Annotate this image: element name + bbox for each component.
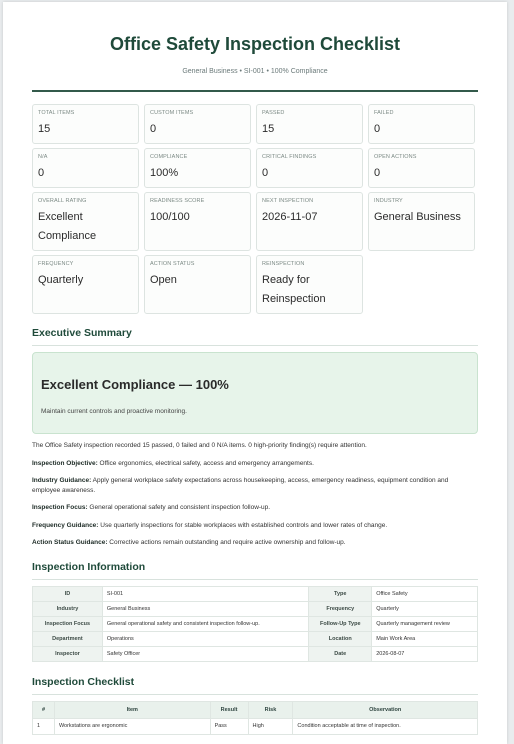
metric-value: Open [150, 274, 177, 286]
summary-focus [32, 503, 478, 513]
metrics-row-4 [32, 255, 478, 314]
compliance-callout [32, 352, 478, 434]
metric-label: N/A [38, 154, 48, 160]
metric-industry [368, 192, 475, 251]
table-row [33, 631, 478, 646]
info-value: General operational safety and consistent inspection follow-up. [102, 616, 308, 631]
info-key: Date [309, 646, 372, 661]
column-header: Risk [248, 701, 293, 718]
metric-compliance [144, 148, 251, 188]
info-key: Follow-Up Type [309, 616, 372, 631]
metric-label: PASSED [262, 110, 285, 116]
metric-overall-rating [32, 192, 139, 251]
info-value: Main Work Area [372, 631, 478, 646]
metrics-row-1 [32, 104, 478, 148]
title-divider [32, 90, 478, 92]
page-title: Office Safety Inspection Checklist [109, 34, 401, 54]
metric-label: COMPLIANCE [150, 154, 188, 160]
column-header: Item [54, 701, 210, 718]
info-key: Inspection Focus [33, 616, 103, 631]
metric-readiness-score [144, 192, 251, 251]
metrics-row-3 [32, 192, 478, 255]
info-value: Operations [102, 631, 308, 646]
metric-label: CRITICAL FINDINGS [262, 154, 317, 160]
table-row [33, 616, 478, 631]
info-value: 2026-08-07 [372, 646, 478, 661]
metric-value: 0 [38, 167, 45, 179]
metric-total-items [32, 104, 139, 144]
metric-label: NEXT INSPECTION [262, 198, 314, 204]
paragraph-text: Apply general workplace safety expectations across housekeeping, access, emergency readiness, equipment condition and employee awareness. [32, 477, 449, 494]
paragraph-text: Office ergonomics, electrical safety, access and emergency arrangements. [97, 459, 314, 467]
table-header-row [33, 701, 478, 718]
info-value: Safety Officer [102, 646, 308, 661]
metric-label: TOTAL ITEMS [38, 110, 75, 116]
cell-result: Pass [210, 718, 248, 734]
metric-value: Ready for Reinspection [262, 274, 326, 305]
info-key: Department [33, 631, 103, 646]
metric-label: FAILED [374, 110, 394, 116]
info-key: Type [309, 586, 372, 601]
metric-critical-findings [256, 148, 363, 188]
info-value: Quarterly management review [372, 616, 478, 631]
metric-value: 15 [262, 123, 275, 135]
cell-item: Workstations are ergonomic [54, 718, 210, 734]
section-divider [32, 345, 478, 346]
summary-intro: The Office Safety inspection recorded 15 passed, 0 failed and 0 N/A items. 0 high-priority finding(s) require attention. [32, 442, 367, 449]
metric-value: 0 [374, 167, 381, 179]
metric-frequency [32, 255, 139, 314]
metric-label: REINSPECTION [262, 261, 305, 267]
metric-na [32, 148, 139, 188]
table-row [33, 718, 478, 734]
metric-value: Excellent Compliance [38, 211, 97, 242]
paragraph-label: Inspection Objective: [32, 459, 98, 467]
cell-observation: Condition acceptable at time of inspection. [293, 718, 478, 734]
metric-label: OVERALL RATING [38, 198, 87, 204]
info-key: Frequency [309, 601, 372, 616]
executive-summary-section [32, 326, 478, 548]
metric-failed [368, 104, 475, 144]
metric-label: OPEN ACTIONS [374, 154, 417, 160]
info-value: Quarterly [372, 601, 478, 616]
table-row [33, 586, 478, 601]
paragraph-text: Corrective actions remain outstanding and require active ownership and follow-up. [107, 539, 346, 546]
metric-action-status [144, 255, 251, 314]
metric-passed [256, 104, 363, 144]
table-row [33, 646, 478, 661]
info-value: Office Safety [372, 586, 478, 601]
metric-value: 15 [38, 123, 51, 135]
metric-value: 0 [150, 123, 157, 135]
metric-reinspection [256, 255, 363, 314]
metric-value: Quarterly [38, 274, 84, 286]
summary-objective [32, 459, 478, 469]
cell-risk: High [248, 718, 293, 734]
metric-value: 2026-11-07 [262, 211, 318, 223]
info-key: Location [309, 631, 372, 646]
metric-label: CUSTOM ITEMS [150, 110, 194, 116]
column-header: Result [210, 701, 248, 718]
column-header: Observation [293, 701, 478, 718]
paragraph-label: Industry Guidance: [32, 477, 92, 484]
info-key: ID [33, 586, 103, 601]
callout-title: Excellent Compliance — 100% [41, 377, 229, 392]
page-subtitle: General Business • SI-001 • 100% Compliance [182, 68, 328, 75]
info-key: Industry [33, 601, 103, 616]
metric-value: General Business [374, 211, 461, 223]
summary-industry-guidance [32, 476, 478, 495]
cell-number: 1 [33, 718, 55, 734]
inspection-information-section [32, 560, 478, 662]
column-header: # [33, 701, 55, 718]
info-value: SI-001 [102, 586, 308, 601]
metrics-row-2 [32, 148, 478, 192]
section-heading-checklist: Inspection Checklist [32, 675, 135, 688]
paragraph-label: Action Status Guidance: [32, 539, 108, 546]
metric-label: ACTION STATUS [150, 261, 195, 267]
section-heading-information: Inspection Information [32, 560, 146, 573]
inspection-checklist-section [32, 675, 478, 735]
info-key: Inspector [33, 646, 103, 661]
paragraph-label: Frequency Guidance: [32, 521, 99, 529]
metric-value: 0 [374, 123, 381, 135]
metric-value: 100% [150, 167, 179, 179]
summary-action-status-guidance [32, 538, 478, 548]
metric-custom-items [144, 104, 251, 144]
metric-label: FREQUENCY [38, 261, 74, 267]
metric-open-actions [368, 148, 475, 188]
metric-next-inspection [256, 192, 363, 251]
section-heading-summary: Executive Summary [32, 327, 132, 339]
info-value: General Business [102, 601, 308, 616]
callout-text: Maintain current controls and proactive monitoring. [41, 408, 187, 415]
summary-frequency-guidance [32, 521, 478, 531]
section-divider [32, 694, 478, 695]
metric-label: READINESS SCORE [150, 198, 205, 204]
document-page [3, 2, 507, 744]
section-divider [32, 579, 478, 580]
paragraph-label: Inspection Focus: [32, 504, 88, 511]
metric-label: INDUSTRY [374, 198, 403, 204]
table-row [33, 601, 478, 616]
metric-value: 100/100 [150, 211, 190, 223]
inspection-info-table [32, 586, 478, 662]
metric-value: 0 [262, 167, 269, 179]
paragraph-text: General operational safety and consistent inspection follow-up. [87, 504, 271, 511]
checklist-table [32, 701, 478, 735]
paragraph-text: Use quarterly inspections for stable workplaces with established controls and lower rates of change. [98, 521, 388, 529]
